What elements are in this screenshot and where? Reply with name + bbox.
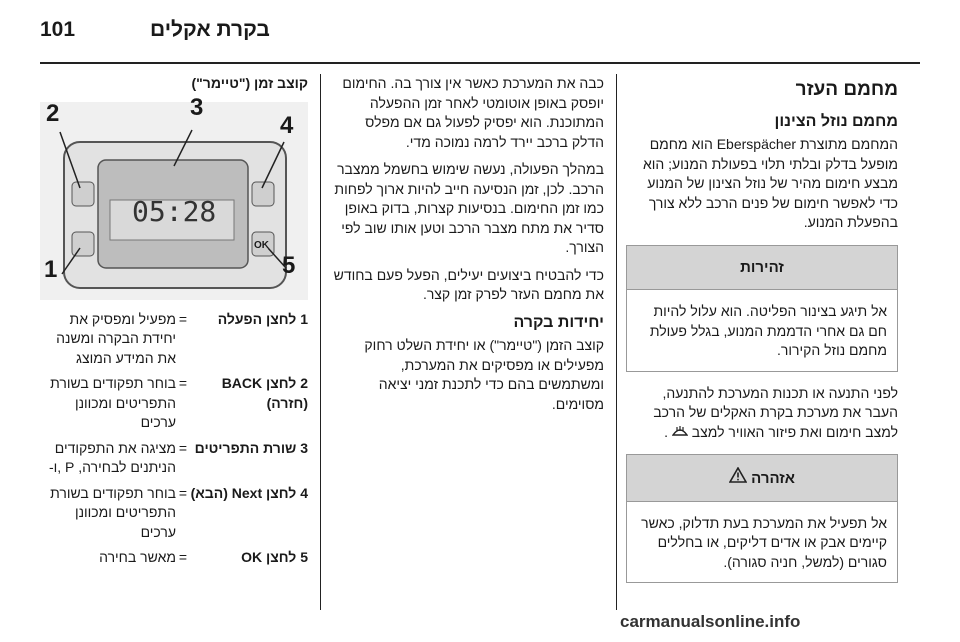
legend-item [40,548,308,568]
timer-display-readout: 05:28 [132,194,217,228]
warning-title-row [627,455,897,502]
caution-box [626,245,898,372]
legend-list [40,310,308,568]
column-middle [332,74,604,422]
legend-item [40,374,308,433]
legend-value: בוחר תפקודים בשורת התפריטים ומכוונן ערכים [50,484,176,540]
legend-value: מציגה את התפקודים הניתנים לבחירה, P ,ו- [48,439,176,475]
legend-value: מפעיל ומפסיק את יחידת הבקרה ומשנה את המידע המוצג [56,310,176,366]
legend-value: מאשר בחירה [99,549,176,565]
figure-title: קוצב זמן ("טיימר") [191,75,308,91]
column-divider-right [616,74,617,610]
legend-key: 3 שורת התפריטים [194,439,308,456]
callout-3: 3 [190,93,204,121]
watermark: carmanualsonline.info [620,612,801,631]
subsection-title: מחמם נוזל הצינון [774,112,898,130]
legend-item [40,439,308,478]
page-number: 101 [40,18,76,41]
legend-value: בוחר תפקודים בשורת התפריטים ומכוונן ערכים [50,375,176,430]
legend-eq: = [178,439,188,456]
paragraph-shutoff: כבה את המערכת כאשר אין צורך בה. החימום יופסק באופן אוטומטי לאחר זמן ההפעלה המתוכנת. הוא יפסיק לפעול גם אם מפלס הדלק ברכב יירד לרמה נמוכה מדי. [342,75,604,150]
legend-key: 5 לחצן OK [241,549,308,565]
warning-triangle-icon [729,470,747,487]
legend-key: 2 לחצן BACK (חזרה) [221,375,308,411]
legend-item [40,484,308,543]
control-units-body: קוצב הזמן ("טיימר") או יחידת השלט רחוק מפעילים או מפסיקים את המערכת, ומשתמשים בהם כדי לתכנת זמני יציאה מסוימים. [364,337,604,412]
legend-key: 4 לחצן Next (הבא) [190,484,308,501]
legend-eq: = [178,549,188,565]
paragraph-battery: במהלך הפעולה, נעשה שימוש בחשמל ממצבר הרכב. לכן, זמן הנסיעה חייב להיות ארוך לפחות כמו זמן החימום. בנסיעות קצרות, בדוק באופן סדיר את מתח מצבר הרכב וטען אותו שוב לפי הצורך. [334,161,604,255]
legend-eq: = [178,375,188,391]
intro-paragraph: המחמם מתוצרת Eberspächer הוא מחמם מופעל בדלק ובלתי תלוי בפעולת המנוע; הוא מבצע חימום מהיר של נוזל הצינון של המנוע כדי לאפשר חימום של פנים הרכב ללא צורך בהפעלת המנוע. [642,136,898,230]
timer-ok-label: OK [254,239,269,251]
legend-key: 1 לחצן הפעלה [217,310,308,327]
callout-5: 5 [282,251,296,279]
callout-1: 1 [44,255,58,283]
callout-4: 4 [280,111,294,139]
column-right [626,74,898,595]
heating-instruction: לפני התנעה או תכנות המערכת להתנעה, העבר את מערכת בקרת האקלים של הרכב למצב חימום ואת פיזור האוויר למצב . [653,384,898,440]
legend-item [40,310,308,369]
windshield-defrost-icon [668,424,688,440]
paragraph-monthly: כדי להבטיח ביצועים יעילים, הפעל פעם בחודש את מחמם העזר לפרק זמן קצר. [333,266,604,302]
caution-title: זהירות [627,246,897,291]
section-title: מחמם העזר [795,79,898,100]
callout-2: 2 [46,99,60,127]
header-rule [40,62,920,64]
timer-figure [40,93,308,300]
caution-body: אל תיגע בצינור הפליטה. הוא עלול להיות חם גם אחרי הדממת המנוע, בגלל פעולת מחמם נוזל הקירור. [649,303,887,358]
heating-instruction-text: לפני התנעה או תכנות המערכת להתנעה, העבר את מערכת בקרת האקלים של הרכב למצב חימום ואת פיזור האוויר למצב [653,384,898,440]
page-header [40,14,920,48]
warning-box [626,454,898,583]
column-divider-left [320,74,321,610]
warning-body: אל תפעיל את המערכת בעת תדלוק, כאשר קיימים אבק או אדים דליקים, או בחללים סגורים (למשל, חניה סגורה). [641,514,887,570]
warning-title: אזהרה [751,470,796,487]
legend-eq: = [178,484,188,501]
running-title: בקרת אקלים [150,18,270,41]
legend-eq: = [178,310,188,327]
column-left [40,74,308,574]
control-units-title: יחידות בקרה [513,313,604,331]
